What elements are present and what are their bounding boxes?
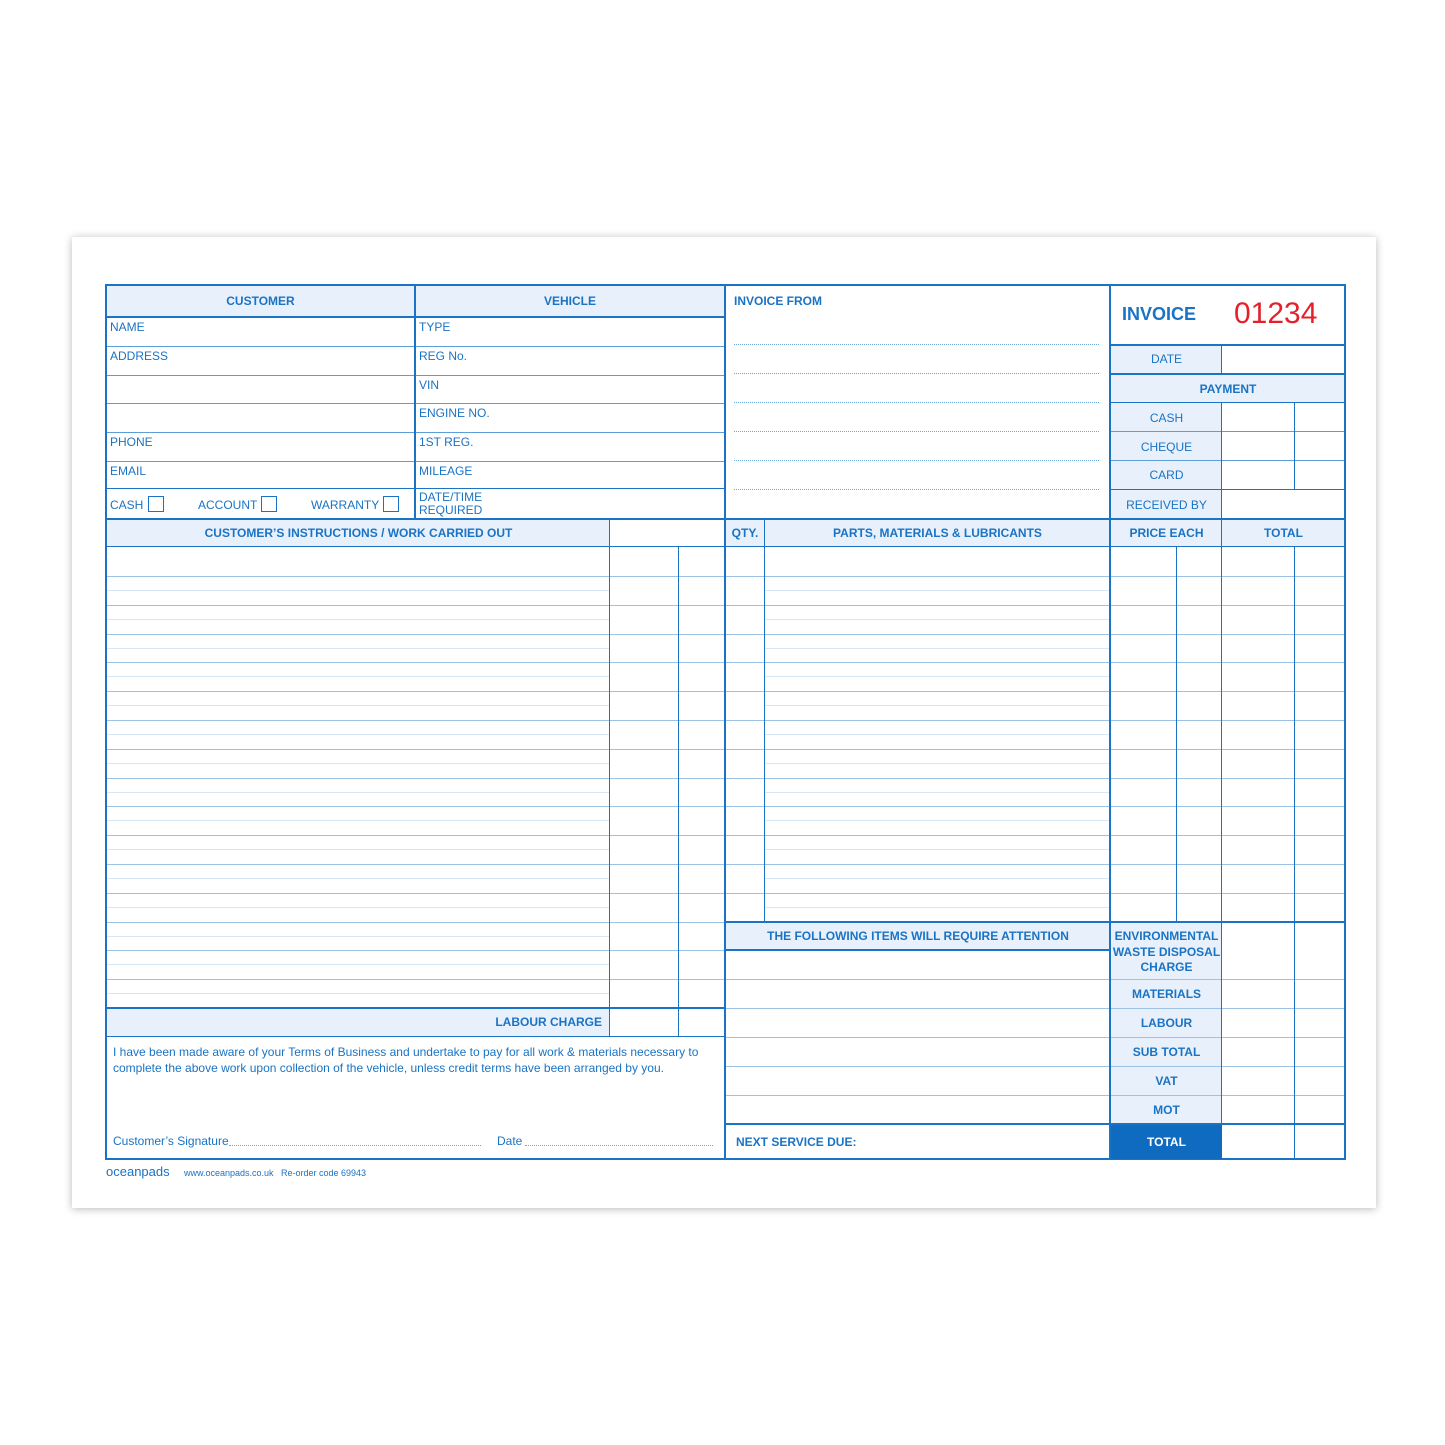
signature-label: Customer’s Signature	[113, 1134, 229, 1148]
vehicle-engine-label: ENGINE NO.	[419, 406, 490, 420]
next-service-label: NEXT SERVICE DUE:	[736, 1135, 857, 1149]
attention-header: THE FOLLOWING ITEMS WILL REQUIRE ATTENTION	[767, 929, 1069, 943]
brand-logo: oceanpads	[106, 1164, 170, 1179]
vehicle-datetime-label: DATE/TIME REQUIRED	[419, 490, 483, 517]
payment-card-label: CARD	[1149, 468, 1184, 482]
vat-label: VAT	[1155, 1074, 1178, 1088]
warranty-checkbox[interactable]	[383, 496, 399, 512]
terms-text-line2: complete the above work upon collection of the vehicle, unless credit terms have been arranged by you.	[113, 1061, 664, 1075]
sub-total-label: SUB TOTAL	[1132, 1045, 1201, 1059]
materials-label: MATERIALS	[1131, 987, 1202, 1001]
customer-name-label: NAME	[110, 320, 145, 334]
reorder-code: Re-order code 69943	[281, 1168, 367, 1178]
terms-text-line1: I have been made aware of your Terms of Business and undertake to pay for all work & materials necessary to	[113, 1045, 699, 1059]
invoice-number: 01234	[1234, 297, 1318, 330]
customer-address-label: ADDRESS	[110, 349, 169, 363]
cash-checkbox[interactable]	[148, 496, 164, 512]
warranty-option-label: WARRANTY	[311, 498, 380, 512]
vehicle-header: VEHICLE	[543, 294, 596, 308]
received-by-label: RECEIVED BY	[1126, 498, 1207, 512]
customer-header: CUSTOMER	[226, 294, 295, 308]
labour-charge-label: LABOUR CHARGE	[495, 1015, 602, 1029]
account-checkbox[interactable]	[261, 496, 277, 512]
grand-total-label: TOTAL	[1147, 1135, 1186, 1149]
payment-header: PAYMENT	[1199, 382, 1257, 396]
invoice-from-label: INVOICE FROM	[734, 294, 823, 308]
customer-email-label: EMAIL	[110, 464, 147, 478]
vehicle-vin-label: VIN	[419, 378, 440, 392]
signature-line[interactable]	[229, 1145, 481, 1146]
customer-phone-label: PHONE	[110, 435, 153, 449]
parts-header: PARTS, MATERIALS & LUBRICANTS	[833, 526, 1042, 540]
invoice-date-label: DATE	[1150, 352, 1183, 366]
signature-date-label: Date	[497, 1134, 523, 1148]
qty-header: QTY.	[731, 526, 759, 540]
vehicle-reg-label: REG No.	[419, 349, 468, 363]
brand-website: www.oceanpads.co.uk	[184, 1168, 274, 1178]
total-header: TOTAL	[1264, 526, 1303, 540]
labour-label: LABOUR	[1140, 1016, 1193, 1030]
environmental-charge-label: ENVIRONMENTAL WASTE DISPOSAL CHARGE	[1112, 929, 1221, 974]
payment-cheque-label: CHEQUE	[1140, 440, 1193, 454]
vehicle-first-reg-label: 1ST REG.	[419, 435, 474, 449]
account-option-label: ACCOUNT	[198, 498, 258, 512]
mot-label: MOT	[1153, 1103, 1180, 1117]
cash-option-label: CASH	[110, 498, 144, 512]
vehicle-mileage-label: MILEAGE	[419, 464, 473, 478]
signature-date-line[interactable]	[525, 1145, 713, 1146]
work-header: CUSTOMER’S INSTRUCTIONS / WORK CARRIED OUT	[204, 526, 513, 540]
payment-cash-label: CASH	[1149, 411, 1184, 425]
invoice-title: INVOICE	[1122, 304, 1197, 324]
vehicle-type-label: TYPE	[419, 320, 451, 334]
price-each-header: PRICE EACH	[1129, 526, 1204, 540]
